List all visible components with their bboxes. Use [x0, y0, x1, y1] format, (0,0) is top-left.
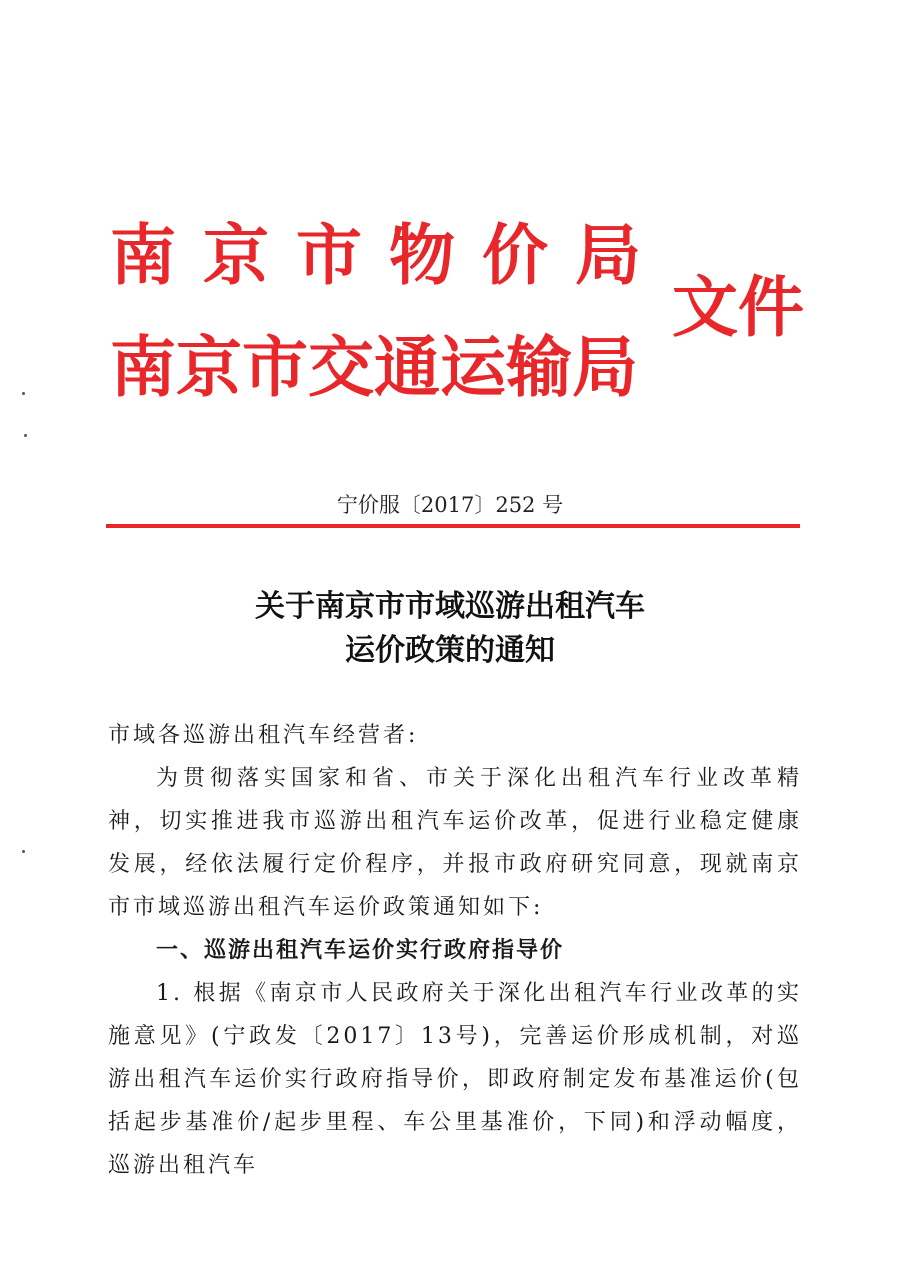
title-line-2: 运价政策的通知 — [345, 633, 555, 668]
section-heading-1: 一、巡游出租汽车运价实行政府指导价 — [156, 938, 565, 963]
org-name-transport-bureau: 南京市交通运输局 — [110, 329, 638, 406]
intro-paragraph: 为贯彻落实国家和省、市关于深化出租汽车行业改革精神，切实推进我市巡游出租汽车运价改革，促进行业稳定健康发展，经依法履行定价程序，并报市政府研究同意，现就南京市市域巡游出租汽车运价政策通知如下: — [108, 766, 802, 920]
scan-speck — [22, 392, 25, 395]
document-body — [108, 714, 802, 1187]
item-1-paragraph: 1. 根据《南京市人民政府关于深化出租汽车行业改革的实施意见》(宁政发〔2017〕13号)，完善运价形成机制，对巡游出租汽车运价实行政府指导价，即政府制定发布基准运价(包括起步基准价/起步里程、车公里基准价，下同)和浮动幅度，巡游出租汽车 — [108, 981, 802, 1178]
document-number: 宁价服〔2017〕252 号 — [336, 493, 564, 517]
document-header — [100, 210, 820, 410]
header-divider — [106, 524, 800, 528]
scan-speck — [24, 434, 27, 437]
doc-type-label: 文件 — [672, 269, 804, 346]
title-line-1: 关于南京市市域巡游出租汽车 — [255, 589, 645, 624]
document-title — [0, 585, 900, 673]
scan-speck — [22, 850, 25, 853]
salutation: 市域各巡游出租汽车经营者: — [108, 723, 419, 748]
org-name-price-bureau: 南京市物价局 — [110, 217, 668, 294]
